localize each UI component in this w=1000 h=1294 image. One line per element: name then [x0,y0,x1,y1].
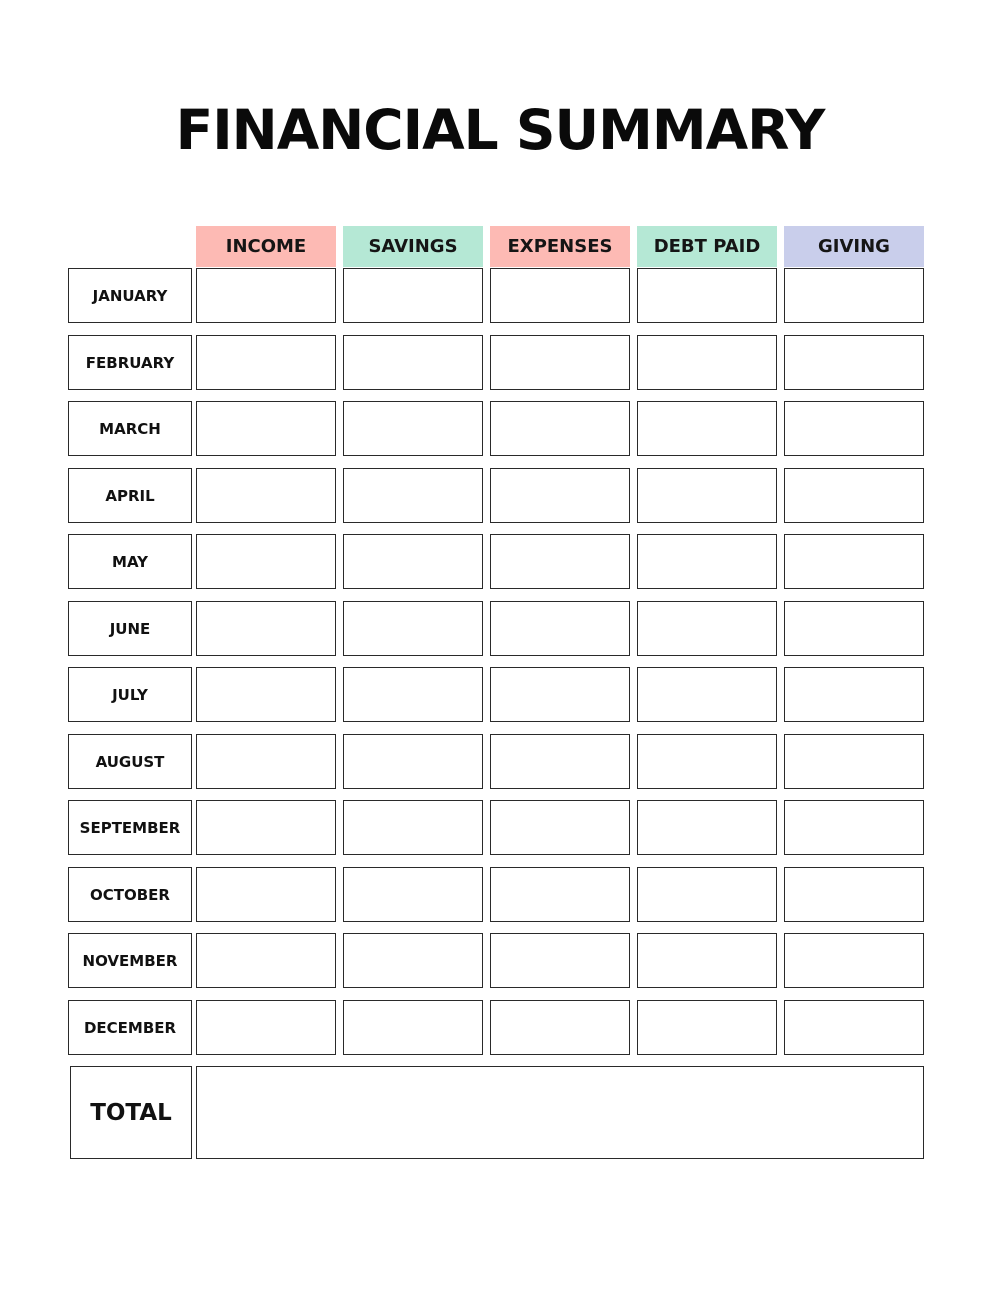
entry-cell-june-debt-paid[interactable] [637,601,777,656]
entry-cell-october-expenses[interactable] [490,867,630,922]
entry-cell-january-savings[interactable] [343,268,483,323]
entry-cell-july-income[interactable] [196,667,336,722]
month-label-may: MAY [68,534,192,589]
entry-cell-may-giving[interactable] [784,534,924,589]
month-label-march: MARCH [68,401,192,456]
entry-cell-december-debt-paid[interactable] [637,1000,777,1055]
entry-cell-march-income[interactable] [196,401,336,456]
entry-cell-november-expenses[interactable] [490,933,630,988]
entry-cell-september-debt-paid[interactable] [637,800,777,855]
entry-cell-february-debt-paid[interactable] [637,335,777,390]
entry-cell-august-income[interactable] [196,734,336,789]
month-label-june: JUNE [68,601,192,656]
entry-cell-august-giving[interactable] [784,734,924,789]
entry-cell-january-giving[interactable] [784,268,924,323]
entry-cell-february-giving[interactable] [784,335,924,390]
column-header-expenses: EXPENSES [490,226,630,267]
entry-cell-june-giving[interactable] [784,601,924,656]
total-label: TOTAL [70,1066,192,1159]
entry-cell-march-debt-paid[interactable] [637,401,777,456]
entry-cell-march-giving[interactable] [784,401,924,456]
entry-cell-january-debt-paid[interactable] [637,268,777,323]
page-title: FINANCIAL SUMMARY [175,98,825,162]
entry-cell-may-savings[interactable] [343,534,483,589]
entry-cell-december-income[interactable] [196,1000,336,1055]
entry-cell-march-savings[interactable] [343,401,483,456]
entry-cell-september-giving[interactable] [784,800,924,855]
entry-cell-august-expenses[interactable] [490,734,630,789]
entry-cell-february-savings[interactable] [343,335,483,390]
entry-cell-april-debt-paid[interactable] [637,468,777,523]
entry-cell-may-expenses[interactable] [490,534,630,589]
entry-cell-april-income[interactable] [196,468,336,523]
entry-cell-october-giving[interactable] [784,867,924,922]
entry-cell-august-debt-paid[interactable] [637,734,777,789]
month-label-november: NOVEMBER [68,933,192,988]
entry-cell-march-expenses[interactable] [490,401,630,456]
month-label-january: JANUARY [68,268,192,323]
entry-cell-april-giving[interactable] [784,468,924,523]
month-label-december: DECEMBER [68,1000,192,1055]
entry-cell-november-income[interactable] [196,933,336,988]
entry-cell-july-giving[interactable] [784,667,924,722]
entry-cell-february-expenses[interactable] [490,335,630,390]
column-header-savings: SAVINGS [343,226,483,267]
entry-cell-october-income[interactable] [196,867,336,922]
entry-cell-september-expenses[interactable] [490,800,630,855]
month-label-february: FEBRUARY [68,335,192,390]
entry-cell-july-savings[interactable] [343,667,483,722]
column-header-debt-paid: DEBT PAID [637,226,777,267]
entry-cell-august-savings[interactable] [343,734,483,789]
entry-cell-december-giving[interactable] [784,1000,924,1055]
column-header-giving: GIVING [784,226,924,267]
total-cell[interactable] [196,1066,924,1159]
entry-cell-december-savings[interactable] [343,1000,483,1055]
month-label-october: OCTOBER [68,867,192,922]
entry-cell-november-debt-paid[interactable] [637,933,777,988]
entry-cell-november-giving[interactable] [784,933,924,988]
column-header-income: INCOME [196,226,336,267]
month-label-august: AUGUST [68,734,192,789]
entry-cell-june-expenses[interactable] [490,601,630,656]
entry-cell-october-savings[interactable] [343,867,483,922]
entry-cell-september-income[interactable] [196,800,336,855]
entry-cell-june-savings[interactable] [343,601,483,656]
entry-cell-april-savings[interactable] [343,468,483,523]
entry-cell-october-debt-paid[interactable] [637,867,777,922]
entry-cell-december-expenses[interactable] [490,1000,630,1055]
entry-cell-july-expenses[interactable] [490,667,630,722]
month-label-september: SEPTEMBER [68,800,192,855]
entry-cell-january-income[interactable] [196,268,336,323]
entry-cell-may-income[interactable] [196,534,336,589]
entry-cell-june-income[interactable] [196,601,336,656]
entry-cell-april-expenses[interactable] [490,468,630,523]
entry-cell-september-savings[interactable] [343,800,483,855]
entry-cell-february-income[interactable] [196,335,336,390]
month-label-july: JULY [68,667,192,722]
entry-cell-january-expenses[interactable] [490,268,630,323]
month-label-april: APRIL [68,468,192,523]
entry-cell-november-savings[interactable] [343,933,483,988]
entry-cell-july-debt-paid[interactable] [637,667,777,722]
entry-cell-may-debt-paid[interactable] [637,534,777,589]
